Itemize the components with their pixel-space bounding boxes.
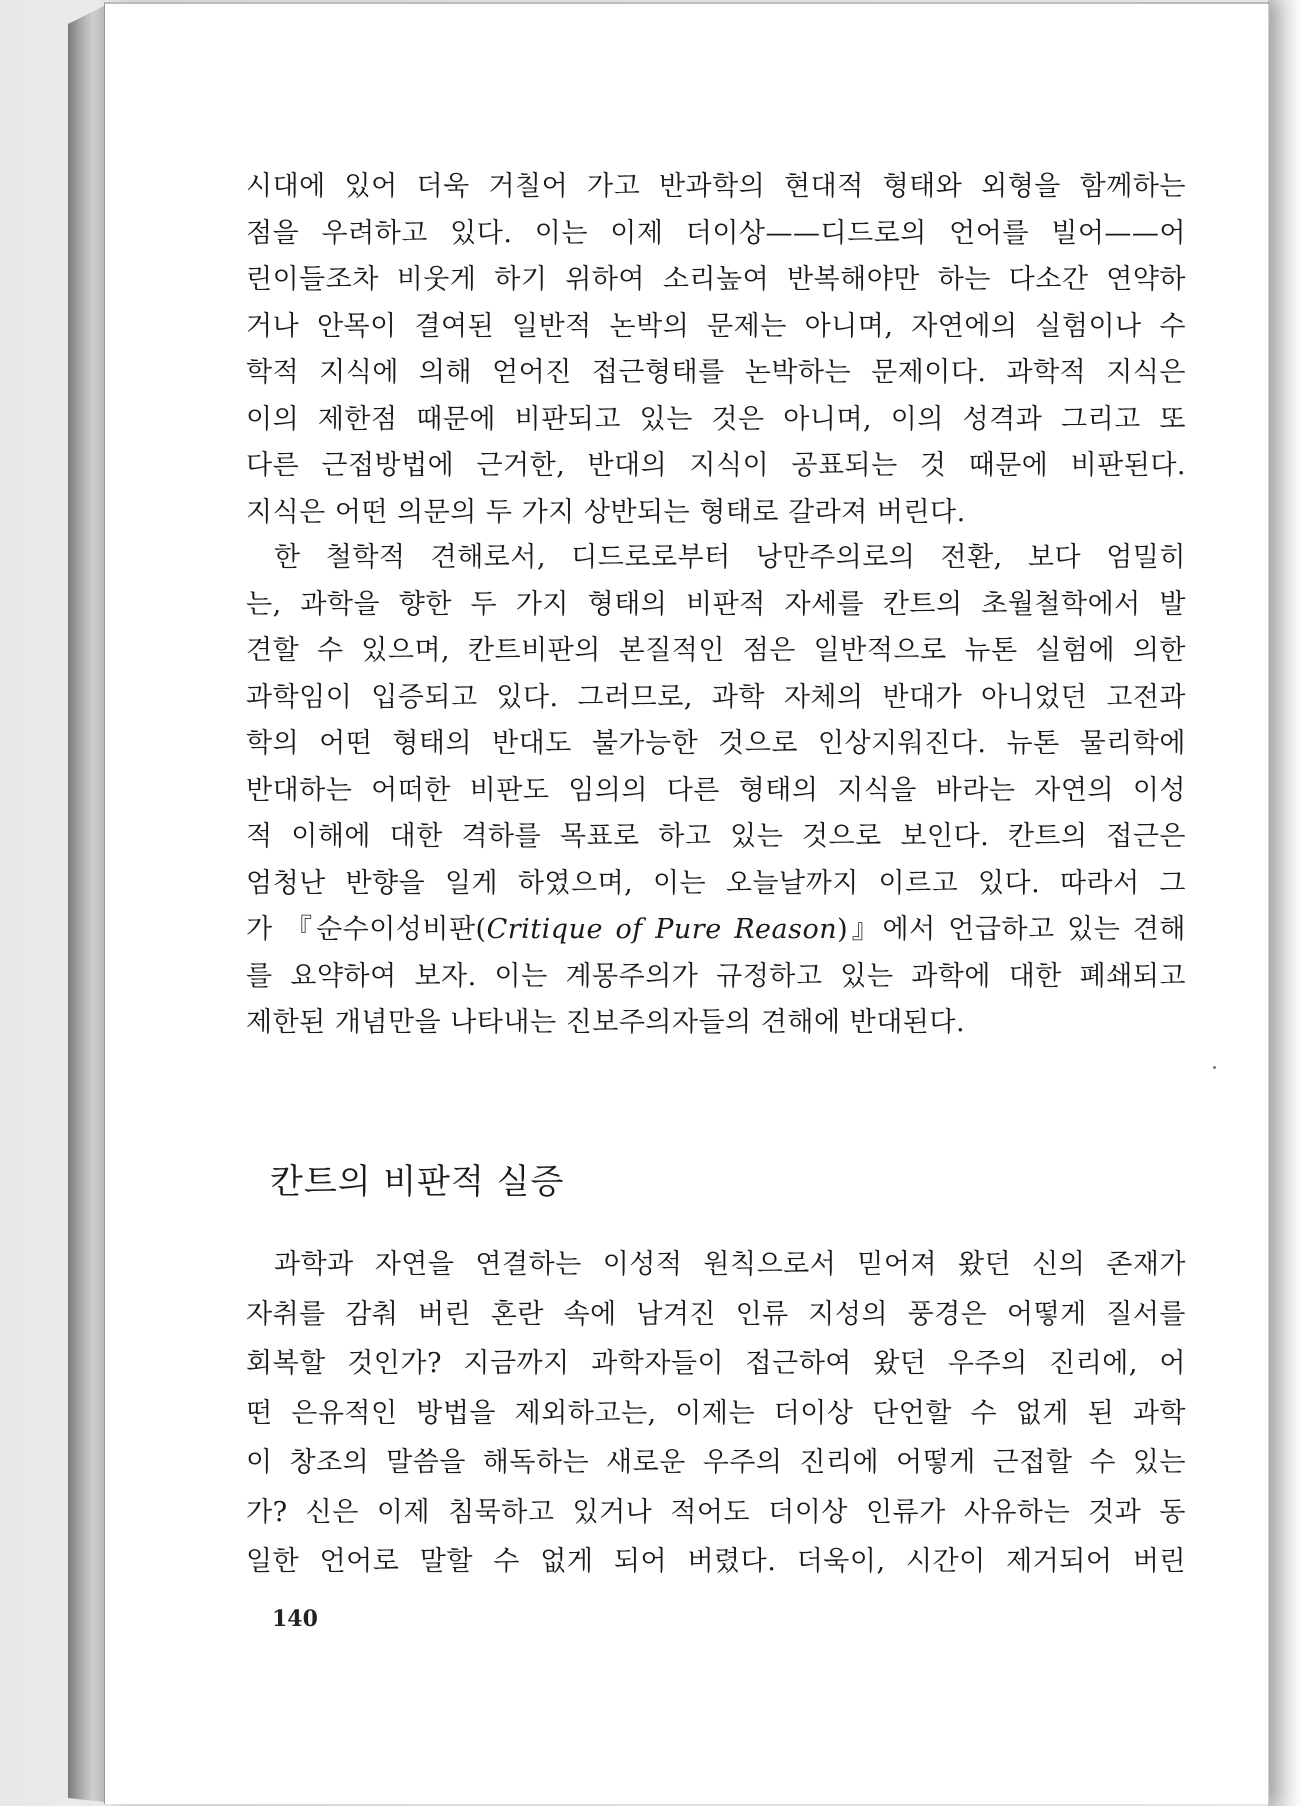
text-line: 시대에 있어 더욱 거칠어 가고 반과학의 현대적 형태와 외형을 함께하는 [246, 171, 1186, 202]
text-line: 반대하는 어떠한 비판도 임의의 다른 형태의 지식을 바라는 자연의 이성 [246, 774, 1186, 806]
text-line: 제한된 개념만을 나타내는 진보주의자들의 견해에 반대된다. [246, 1007, 966, 1038]
text-line: 학의 어떤 형태의 반대도 불가능한 것으로 인상지워진다. 뉴톤 물리학에 [246, 728, 1186, 759]
page-number: 140 [272, 1606, 318, 1632]
text-line: 점을 우려하고 있다. 이는 이제 더이상——디드로의 언어를 빌어——어 [246, 217, 1186, 249]
text-line: 회복할 것인가? 지금까지 과학자들이 접근하여 왔던 우주의 진리에, 어 [246, 1348, 1186, 1379]
text-line: 떤 은유적인 방법을 제외하고는, 이제는 더이상 단언할 수 없게 된 과학 [246, 1397, 1186, 1429]
text-line: 는, 과학을 향한 두 가지 형태의 비판적 자세를 칸트의 초월철학에서 발 [246, 588, 1186, 620]
text-fragment: 가 『순수이성비판( [246, 914, 487, 945]
scan-speck [1213, 1066, 1216, 1069]
section-heading: 칸트의 비판적 실증 [270, 1162, 565, 1202]
text-line: 학적 지식에 의해 얻어진 접근형태를 논박하는 문제이다. 과학적 지식은 [246, 357, 1186, 388]
text-line: 를 요약하여 보자. 이는 계몽주의가 규정하고 있는 과학에 대한 폐쇄되고 [246, 960, 1186, 992]
book-title-italic: Critique of Pure Reason [486, 914, 838, 945]
text-line-book-title [246, 907, 1186, 954]
paragraph-3 [246, 1240, 1186, 1587]
text-line: 한 철학적 견해로서, 디드로로부터 낭만주의로의 전환, 보다 엄밀히 [274, 542, 1186, 573]
text-line: 지식은 어떤 의문의 두 가지 상반되는 형태로 갈라져 버린다. [246, 496, 966, 528]
text-line: 견할 수 있으며, 칸트비판의 본질적인 점은 일반적으로 뉴톤 실험에 의한 [246, 635, 1186, 666]
text-fragment: )』에서 언급하고 있는 견해 [837, 914, 1186, 945]
text-line: 과학과 자연을 연결하는 이성적 원칙으로서 믿어져 왔던 신의 존재가 [274, 1249, 1186, 1280]
book-spine-edge [68, 6, 104, 1802]
page-shadow [1268, 0, 1303, 1806]
text-line: 린이들조차 비웃게 하기 위하여 소리높여 반복해야만 하는 다소간 연약하 [246, 264, 1186, 295]
text-line: 자취를 감춰 버린 혼란 속에 남겨진 인류 지성의 풍경은 어떻게 질서를 [246, 1298, 1186, 1330]
paragraph-2 [246, 535, 1186, 1047]
text-line: 거나 안목이 결여된 일반적 논박의 문제는 아니며, 자연에의 실험이나 수 [246, 310, 1186, 342]
text-line: 이의 제한점 때문에 비판되고 있는 것은 아니며, 이의 성격과 그리고 또 [246, 403, 1186, 435]
paragraph-1 [246, 164, 1186, 536]
text-line: 가? 신은 이제 침묵하고 있거나 적어도 더이상 인류가 사유하는 것과 동 [246, 1496, 1186, 1528]
text-line: 다른 근접방법에 근거한, 반대의 지식이 공표되는 것 때문에 비판된다. [246, 450, 1186, 481]
text-line: 엄청난 반향을 일게 하였으며, 이는 오늘날까지 이르고 있다. 따라서 그 [246, 867, 1186, 899]
text-line: 이 창조의 말씀을 해독하는 새로운 우주의 진리에 어떻게 근접할 수 있는 [246, 1447, 1186, 1478]
text-line: 적 이해에 대한 격하를 목표로 하고 있는 것으로 보인다. 칸트의 접근은 [246, 821, 1186, 852]
text-line: 과학임이 입증되고 있다. 그러므로, 과학 자체의 반대가 아니었던 고전과 [246, 681, 1186, 713]
text-line: 일한 언어로 말할 수 없게 되어 버렸다. 더욱이, 시간이 제거되어 버린 [246, 1546, 1186, 1577]
